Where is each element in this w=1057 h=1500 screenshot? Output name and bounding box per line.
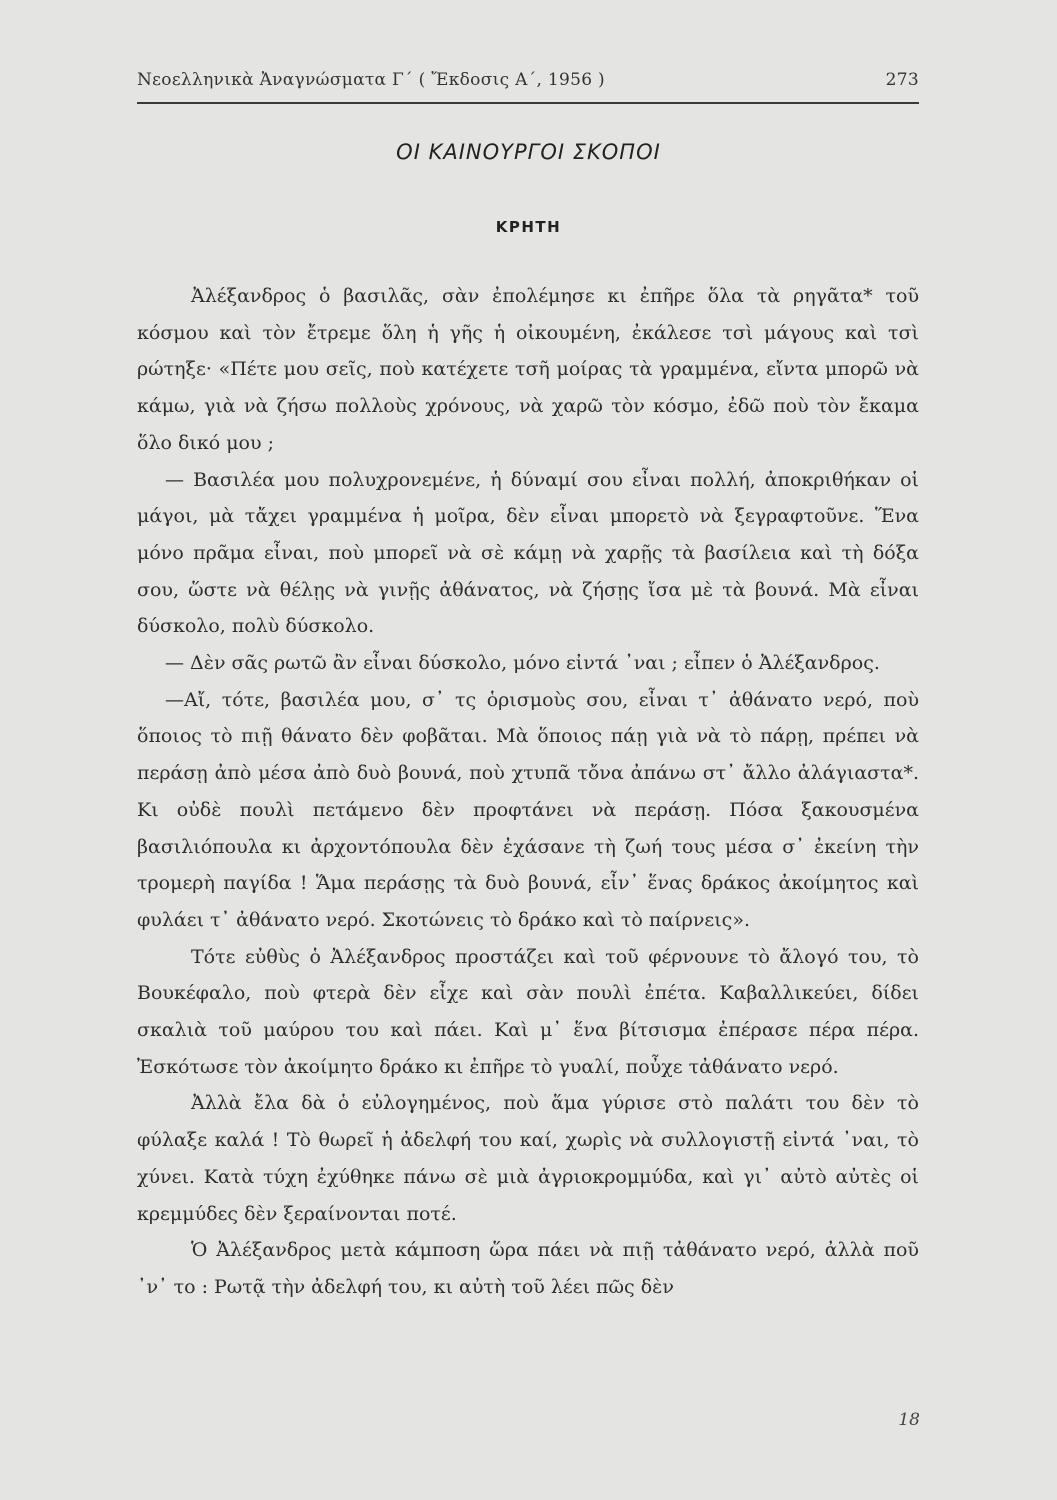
running-header xyxy=(137,70,919,90)
body-text xyxy=(137,278,919,1306)
sheet-signature: 18 xyxy=(898,1410,920,1430)
paragraph: Ἀλλὰ ἔλα δὰ ὁ εὐλογημένος, ποὺ ἅμα γύρισε στὸ παλάτι του δὲν τὸ φύλαξε καλά ! Τὸ θωρεῖ ἡ ἀδελφή του καί, χωρὶς νὰ συλλογιστῇ εἰντά ᾽ναι, τὸ χύνει. Κατὰ τύχη ἐχύθηκε πάνω σὲ μιὰ ἀγριοκρομμύδα, καὶ γι᾽ αὐτὸ αὐτὲς οἱ κρεμμύδες δὲν ξεραίνονται ποτέ. xyxy=(137,1092,919,1225)
page-number: 273 xyxy=(885,70,919,90)
running-title: Νεοελληνικὰ Ἀναγνώσματα Γ΄ ( Ἔκδοσις Α΄, 1956 ) xyxy=(137,70,605,90)
paragraph: Ἀλέξανδρος ὁ βασιλᾶς, σὰν ἐπολέμησε κι ἐπῆρε ὅλα τὰ ρηγᾶτα* τοῦ κόσμου καὶ τὸν ἔτρεμε ὅλη ἡ γῆς ἡ οἰκουμένη, ἐκάλεσε τσὶ μάγους καὶ τσὶ ρώτηξε· «Πέτε μου σεῖς, ποὺ κατέχετε τσῆ μοίρας τὰ γραμμένα, εἴντα μπορῶ νὰ κάμω, γιὰ νὰ ζήσω πολλοὺς χρόνους, νὰ χαρῶ τὸν κόσμο, ἐδῶ ποὺ τὸν ἔκαμα ὅλο δικό μου ; xyxy=(137,285,919,454)
paragraph: Ὁ Ἀλέξανδρος μετὰ κάμποση ὥρα πάει νὰ πιῇ τἀθάνατο νερό, ἀλλὰ ποῦ ᾽ν᾽ το : Ρωτᾷ τὴν ἀδελφή του, κι αὐτὴ τοῦ λέει πῶς δὲν xyxy=(137,1239,919,1298)
chapter-title: ΟΙ ΚΑΙΝΟΥΡΓΟΙ ΣΚΟΠΟΙ xyxy=(396,140,661,164)
header-rule xyxy=(137,102,919,104)
paragraph: — Δὲν σᾶς ρωτῶ ἂν εἶναι δύσκολο, μόνο εἰντά ᾽ναι ; εἶπεν ὁ Ἀλέξανδρος. xyxy=(165,652,880,675)
paragraph: Τότε εὐθὺς ὁ Ἀλέξανδρος προστάζει καὶ τοῦ φέρνουνε τὸ ἄλογό του, τὸ Βουκέφαλο, ποὺ φτερὰ δὲν εἶχε καὶ σὰν πουλὶ ἐπέτα. Καβαλλικεύει, δίδει σκαλιὰ τοῦ μαύρου του καὶ πάει. Καὶ μ᾽ ἕνα βίτσισμα ἐπέρασε πέρα πέρα. Ἐσκότωσε τὸν ἀκοίμητο δράκο κι ἐπῆρε τὸ γυαλί, ποὖχε τἀθάνατο νερό. xyxy=(137,945,919,1078)
chapter-subtitle: ΚΡΗΤΗ xyxy=(495,218,562,236)
paragraph: —Αἴ, τότε, βασιλέα μου, σ᾽ τς ὁρισμοὺς σου, εἶναι τ᾽ ἀθάνατο νερό, ποὺ ὅποιος τὸ πιῇ θάνατο δὲν φοβᾶται. Μὰ ὅποιος πάῃ γιὰ νὰ τὸ πάρῃ, πρέπει νὰ περάσῃ ἀπὸ μέσα ἀπὸ δυὸ βουνά, ποὺ χτυπᾶ τὄνα ἀπάνω στ᾽ ἄλλο ἀλάγιαστα*. Κι οὐδὲ πουλὶ πετάμενο δὲν προφτάνει νὰ περάσῃ. Πόσα ξακουσμένα βασιλιόπουλα κι ἀρχοντόπουλα δὲν ἐχάσανε τὴ ζωή τους μέσα σ᾽ ἐκείνη τὴν τρομερὴ παγίδα ! Ἅμα περάσῃς τὰ δυὸ βουνά, εἶν᾽ ἕνας δράκος ἀκοίμητος καὶ φυλάει τ᾽ ἀθάνατο νερό. Σκοτώνεις τὸ δράκο καὶ τὸ παίρνεις». xyxy=(137,688,919,931)
paragraph: — Βασιλέα μου πολυχρονεμένε, ἡ δύναμί σου εἶναι πολλή, ἀποκριθήκαν οἱ μάγοι, μὰ τἄχει γραμμένα ἡ μοῖρα, δὲν εἶναι μπορετὸ νὰ ξεγραφτοῦνε. Ἕνα μόνο πρᾶμα εἶναι, ποὺ μπορεῖ νὰ σὲ κάμῃ νὰ χαρῇς τὰ βασίλεια καὶ τὴ δόξα σου, ὥστε νὰ θέλῃς νὰ γινῇς ἀθάνατος, νὰ ζήσῃς ἴσα μὲ τὰ βουνά. Μὰ εἶναι δύσκολο, πολὺ δύσκολο. xyxy=(137,468,919,638)
